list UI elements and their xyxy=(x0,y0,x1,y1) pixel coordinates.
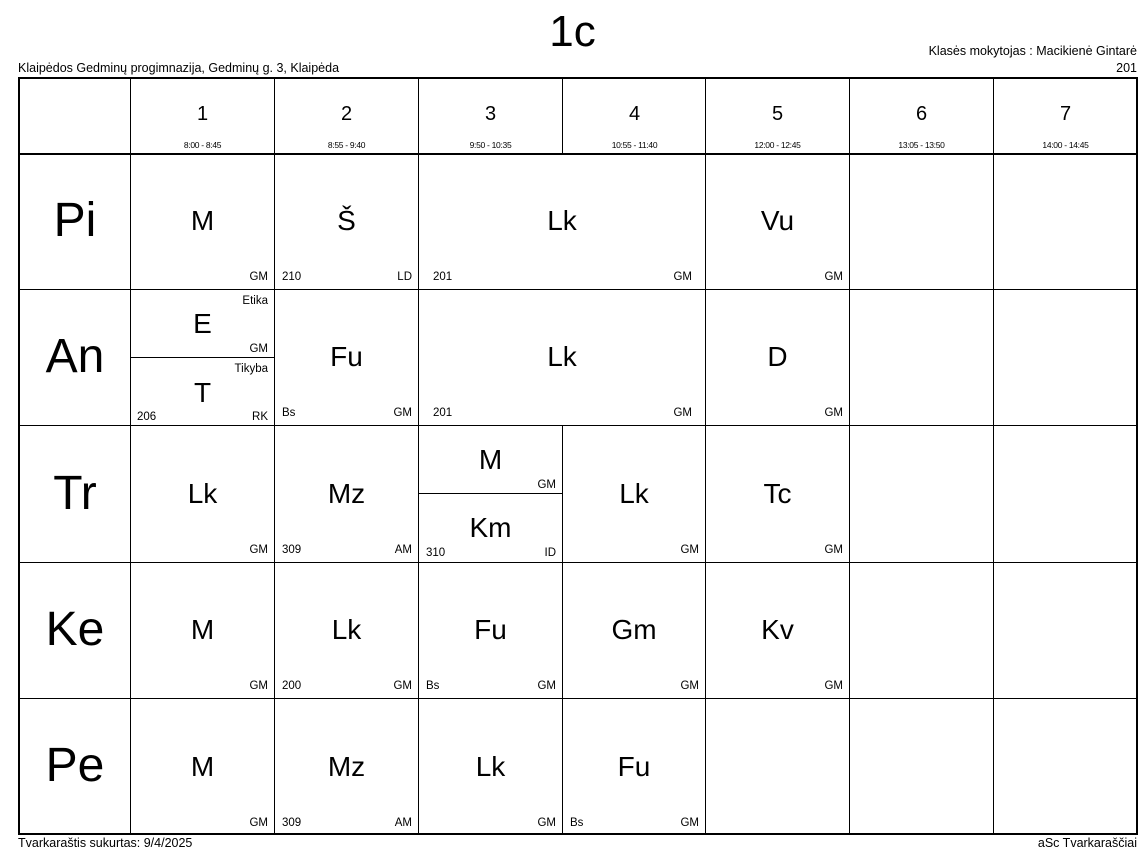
day-label-tr: Tr xyxy=(53,467,97,520)
grid-line xyxy=(20,289,1136,290)
lesson-teacher: GM xyxy=(824,680,843,692)
period-time: 13:05 - 13:50 xyxy=(898,140,945,150)
lesson-teacher: AM xyxy=(394,817,412,829)
lesson-group: Tikyba xyxy=(234,363,268,375)
lesson-subject: Mz xyxy=(327,478,366,509)
period-time: 9:50 - 10:35 xyxy=(469,140,512,150)
lesson-subject: Š xyxy=(337,205,356,236)
lesson-teacher: GM xyxy=(537,479,556,491)
lesson-subject: Lk xyxy=(331,614,362,645)
school-address: Klaipėdos Gedminų progimnazija, Gedminų g. 3, Klaipėda xyxy=(18,61,340,75)
lesson-teacher: GM xyxy=(680,544,699,556)
grid-line xyxy=(130,79,131,833)
lesson-room: 309 xyxy=(282,817,302,829)
day-label-an: An xyxy=(45,330,105,383)
lesson-teacher: GM xyxy=(249,817,268,829)
class-teacher: Klasės mokytojas : Macikienė Gintarė xyxy=(928,44,1137,58)
lesson-subject: Fu xyxy=(474,614,507,645)
period-number: 1 xyxy=(196,103,209,125)
lesson-subject: Mz xyxy=(327,751,366,782)
lesson-teacher: GM xyxy=(673,271,692,283)
day-label-ke: Ke xyxy=(45,603,105,656)
lesson-teacher: GM xyxy=(537,817,556,829)
lesson-room: 309 xyxy=(282,544,302,556)
lesson-subject: Fu xyxy=(617,751,651,782)
split-line xyxy=(130,357,274,358)
lesson-room: 201 xyxy=(433,271,453,283)
grid-line xyxy=(849,79,850,833)
lesson-subject: T xyxy=(193,377,212,408)
timetable-grid xyxy=(18,77,1138,835)
lesson-teacher: GM xyxy=(249,271,268,283)
lesson-subject: Tc xyxy=(763,478,792,509)
lesson-room: 201 xyxy=(433,407,453,419)
lesson-teacher: GM xyxy=(249,343,268,355)
lesson-subject: Vu xyxy=(760,205,795,236)
lesson-teacher: GM xyxy=(249,544,268,556)
lesson-teacher: ID xyxy=(544,547,556,559)
split-line xyxy=(418,493,562,494)
period-number: 5 xyxy=(771,103,784,125)
lesson-teacher: GM xyxy=(673,407,692,419)
period-number: 6 xyxy=(915,103,928,125)
lesson-group: Etika xyxy=(242,295,268,307)
grid-line xyxy=(20,153,1136,155)
period-number: 2 xyxy=(340,103,353,125)
grid-line xyxy=(20,562,1136,563)
page-title: 1c xyxy=(549,7,596,56)
lesson-teacher: LD xyxy=(397,271,412,283)
lesson-subject: Km xyxy=(469,512,512,543)
period-number: 7 xyxy=(1059,103,1072,125)
lesson-room: Bs xyxy=(426,680,440,692)
grid-line xyxy=(993,79,994,833)
created-date: Tvarkaraštis sukurtas: 9/4/2025 xyxy=(18,836,193,850)
lesson-subject: Lk xyxy=(187,478,218,509)
grid-line xyxy=(20,698,1136,699)
lesson-subject: M xyxy=(190,751,215,782)
lesson-teacher: GM xyxy=(393,407,412,419)
lesson-teacher: GM xyxy=(680,817,699,829)
lesson-room: 210 xyxy=(282,271,302,283)
period-number: 3 xyxy=(484,103,497,125)
period-time: 12:00 - 12:45 xyxy=(754,140,801,150)
lesson-teacher: GM xyxy=(249,680,268,692)
lesson-subject: E xyxy=(193,308,212,339)
period-time: 8:00 - 8:45 xyxy=(183,140,222,150)
lesson-subject: Lk xyxy=(619,478,649,509)
lesson-subject: Gm xyxy=(611,614,657,645)
lesson-room: 200 xyxy=(282,680,302,692)
lesson-teacher: GM xyxy=(824,271,843,283)
lesson-subject: Lk xyxy=(475,751,506,782)
lesson-teacher: GM xyxy=(824,407,843,419)
lesson-subject: M xyxy=(478,444,503,475)
grid-line xyxy=(20,425,1136,426)
lesson-room: Bs xyxy=(570,817,584,829)
grid-line xyxy=(274,79,275,833)
lesson-subject: Fu xyxy=(330,341,363,372)
lesson-room: 206 xyxy=(137,411,157,423)
lesson-teacher: GM xyxy=(537,680,556,692)
period-time: 8:55 - 9:40 xyxy=(327,140,366,150)
grid-line xyxy=(705,79,706,833)
lesson-room: 310 xyxy=(426,547,446,559)
software-name: aSc Tvarkaraščiai xyxy=(1037,836,1137,850)
lesson-subject: Kv xyxy=(761,614,794,645)
lesson-subject: Lk xyxy=(547,205,577,236)
lesson-teacher: GM xyxy=(393,680,412,692)
lesson-room: Bs xyxy=(282,407,296,419)
period-number: 4 xyxy=(628,103,641,125)
period-time: 10:55 - 11:40 xyxy=(611,140,658,150)
day-label-pe: Pe xyxy=(45,739,105,792)
lesson-teacher: GM xyxy=(680,680,699,692)
day-label-pi: Pi xyxy=(53,194,97,247)
lesson-subject: Lk xyxy=(547,341,577,372)
period-time: 14:00 - 14:45 xyxy=(1042,140,1089,150)
lesson-subject: M xyxy=(190,614,215,645)
lesson-teacher: RK xyxy=(252,411,268,423)
class-room: 201 xyxy=(1116,61,1137,75)
lesson-subject: M xyxy=(190,205,215,236)
lesson-teacher: GM xyxy=(824,544,843,556)
lesson-teacher: AM xyxy=(394,544,412,556)
lesson-subject: D xyxy=(767,341,788,372)
